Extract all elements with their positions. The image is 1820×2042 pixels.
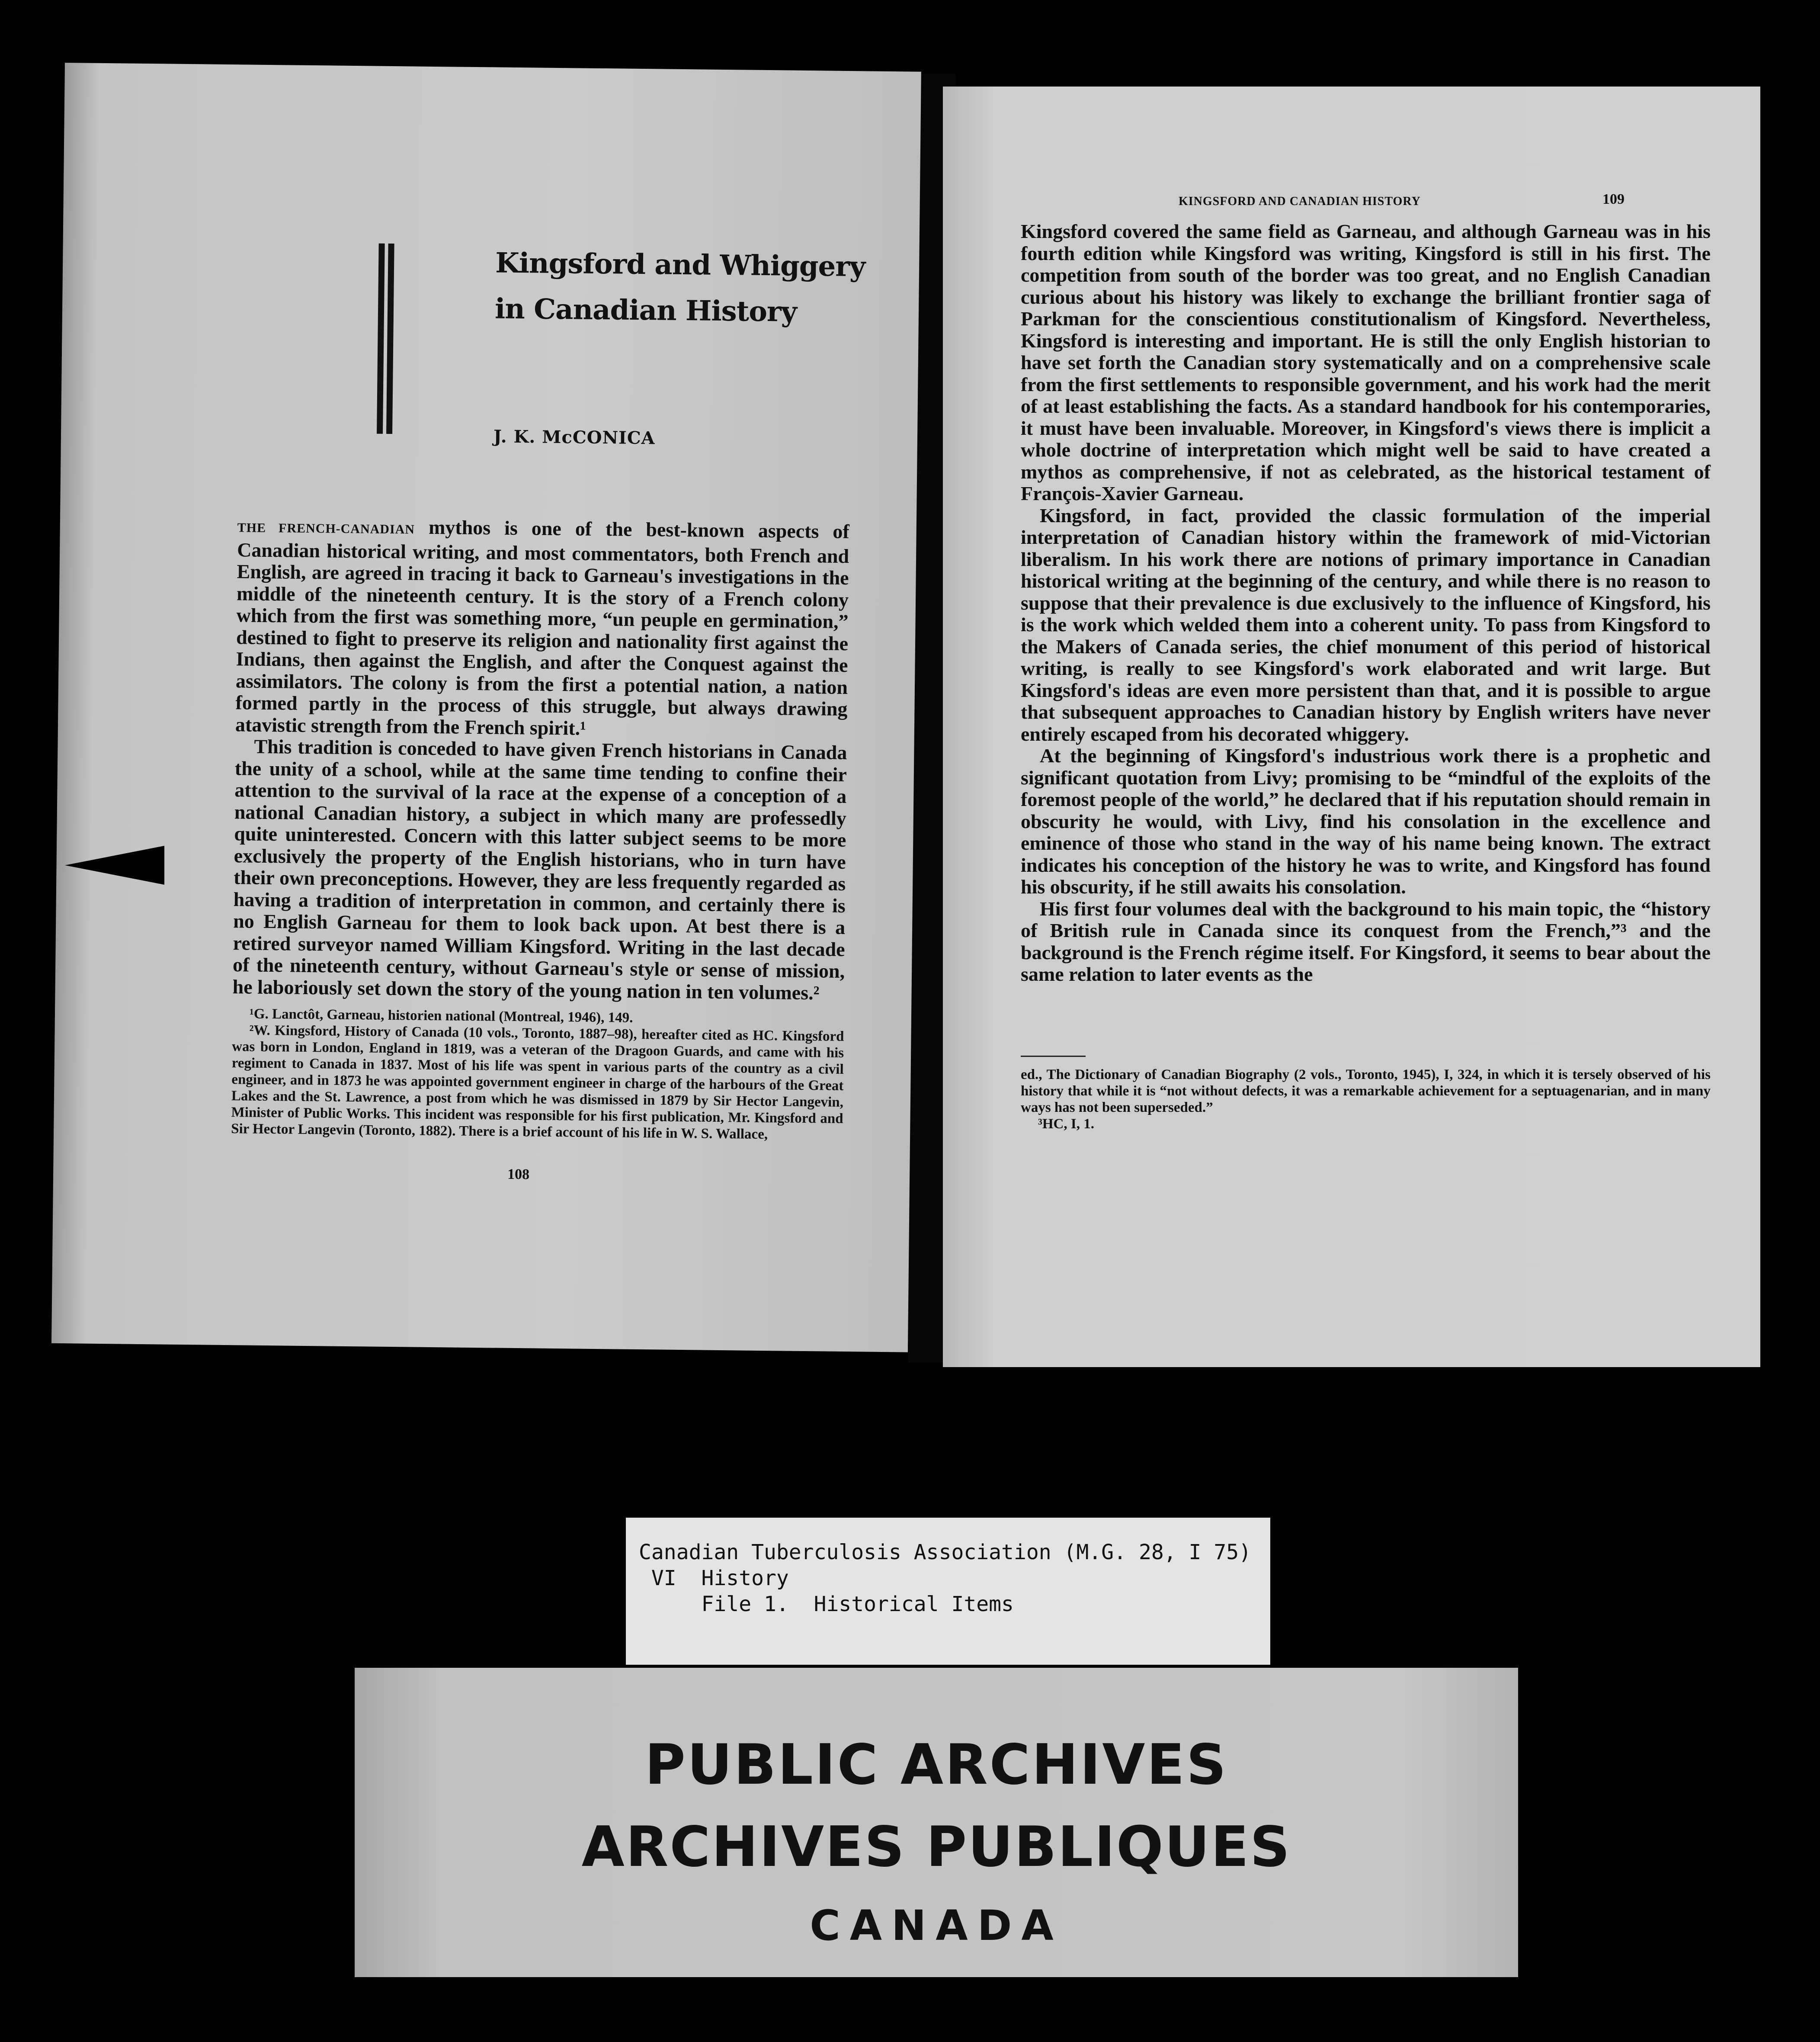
- right-body-text: [1021, 221, 1711, 986]
- paragraph: This tradition is conceded to have given French historians in Canada the unity of a school, while at the same time tending to confine their attention to the survival of la race at the expense of a conception of a national Canadian history, a subject in which many are professedly quite uninterested. Concern with this latter subject seems to be more exclusively the property of the English historians, who in turn have their own preconceptions. However, they are less frequently regarded as having a tradition of interpretation in common, and certainly there is no English Garneau for them to look back upon. At best there is a retired surveyor named William Kingsford. Writing in the last decade of the nineteenth century, without Garneau's style or sense of mission, he laboriously set down the story of the young nation in ten volumes.²: [232, 735, 847, 1004]
- label-line: VI History: [639, 1566, 789, 1590]
- tab-marker: [65, 846, 164, 885]
- footnote: ¹G. Lanctôt, Garneau, historien national (Montreal, 1946), 149.: [249, 1006, 633, 1026]
- label-line: Canadian Tuberculosis Association (M.G. 28, I 75): [639, 1540, 1252, 1564]
- paragraph: His first four volumes deal with the background to his main topic, the “history of British rule in Canada since its conquest from the French,”³ and the background is the French régime itself. For Kingsford, it seems to bear about the same relation to later events as the: [1021, 897, 1711, 985]
- footnote: ²W. Kingsford, History of Canada (10 vols., Toronto, 1887–98), hereafter cited as HC. Kingsford was born in London, England in 1819, was a veteran of the Dragoon Guards, and came with his regiment to Canada in 1837. Most of his life was spent in various parts of the country as a civil engineer, and in 1873 he was appointed government engineer in charge of the harbours of the Great Lakes and the St. Lawrence, a post from which he was dismissed in 1879 by Sir Hector Langevin, Minister of Public Works. This incident was responsible for his first publication, Mr. Kingsford and Sir Hector Langevin (Toronto, 1882). There is a brief account of his life in W. S. Wallace,: [231, 1022, 844, 1143]
- footnote: ³HC, I, 1.: [1038, 1116, 1094, 1132]
- paragraph: At the beginning of Kingsford's industrious work there is a prophetic and significant quotation from Livy; promising to be “mindful of the exploits of the foremost people of the world,” he declared that if his reputation should remain in obscurity he would, with Livy, find his consolation in the excellence and eminence of those who stand in the way of his name being known. The extract indicates his conception of the history he was to write, and Kingsford has found his obscurity, if he still awaits his consolation.: [1021, 745, 1711, 898]
- article-author: J. K. McCONICA: [493, 426, 655, 449]
- title-line: in Canadian History: [494, 292, 797, 328]
- paragraph-text: mythos is one of the best-known aspects of Canadian historical writing, and most commentators, both French and English, are agreed in tracing it back to Garneau's investigations in the middle of the nineteenth century. It is the story of a French colony which from the first was something more, “un peuple en germination,” destined to fight to preserve its religion and nationality first against the Indians, then against the English, and after the Conquest against the assimilators. The colony is from the first a potential nation, a nation formed partly in the process of this struggle, but always drawing atavistic strength from the French spirit.¹: [235, 516, 850, 739]
- archives-country: CANADA: [810, 1901, 1063, 1950]
- title-decorative-bar: [377, 244, 385, 434]
- archives-english: PUBLIC ARCHIVES: [645, 1733, 1228, 1797]
- left-body-text: [232, 514, 849, 1004]
- public-archives-plate: [355, 1668, 1518, 1977]
- paragraph: Kingsford, in fact, provided the classic formulation of the imperial interpretation of Canadian history within the framework of mid-Victorian liberalism. In his work there are notions of primary importance in Canadian historical writing at the beginning of the century, and while there is no reason to suppose that their prevalence is due exclusively to the influence of Kingsford, his is the work which welded them into a coherent unity. To pass from Kingsford to the Makers of Canada series, the chief monument of this period of historical writing, is really to see Kingsford's work elaborated and writ large. But Kingsford's ideas are even more persistent than that, and it is possible to argue that subsequent approaches to Canadian history by English writers have never entirely escaped from his decorated whiggery.: [1021, 504, 1711, 745]
- left-footnotes: [231, 1005, 844, 1143]
- footnote: ed., The Dictionary of Canadian Biography (2 vols., Toronto, 1945), I, 324, in which it is tersely observed of his history that while it is “not without defects, it was a remarkable achievement for a septuagenarian, and in many ways has not been superseded.”: [1021, 1067, 1711, 1115]
- footnote-rule: [1021, 1056, 1086, 1057]
- article-title: [495, 240, 911, 336]
- right-page: [943, 87, 1760, 1367]
- paragraph: [235, 514, 849, 742]
- right-footnotes: [1021, 1066, 1711, 1132]
- title-line: Kingsford and Whiggery: [495, 247, 865, 283]
- smallcaps-lead: THE FRENCH-CANADIAN: [237, 520, 415, 537]
- label-line: File 1. Historical Items: [639, 1592, 1014, 1616]
- paragraph: Kingsford covered the same field as Garneau, and although Garneau was in his fourth edition while Kingsford was writing, Kingsford is still in his first. The competition from south of the border was too great, and no English Canadian curious about his history was likely to exchange the brilliant frontier saga of Parkman for the conscientious constitutionalism of Kingsford. Nevertheless, Kingsford is interesting and important. He is still the only English historian to have set forth the Canadian story systematically and on a comprehensive scale from the first settlements to responsible government, and his work had the merit of at least establishing the facts. As a standard handbook for his contemporaries, it must have been invaluable. Moreover, in Kingsford's views there is implicit a whole doctrine of interpretation which might well be said to have created a mythos as comprehensive, if not as celebrated, as the historical testament of François-Xavier Garneau.: [1021, 220, 1711, 504]
- running-head: KINGSFORD AND CANADIAN HISTORY: [1179, 195, 1421, 208]
- archives-french: ARCHIVES PUBLIQUES: [581, 1815, 1291, 1879]
- left-page: [51, 63, 921, 1352]
- title-decorative-bar: [386, 244, 394, 434]
- page-number: 109: [1602, 191, 1625, 207]
- archive-label-card: [626, 1518, 1270, 1665]
- page-number: 108: [507, 1166, 530, 1183]
